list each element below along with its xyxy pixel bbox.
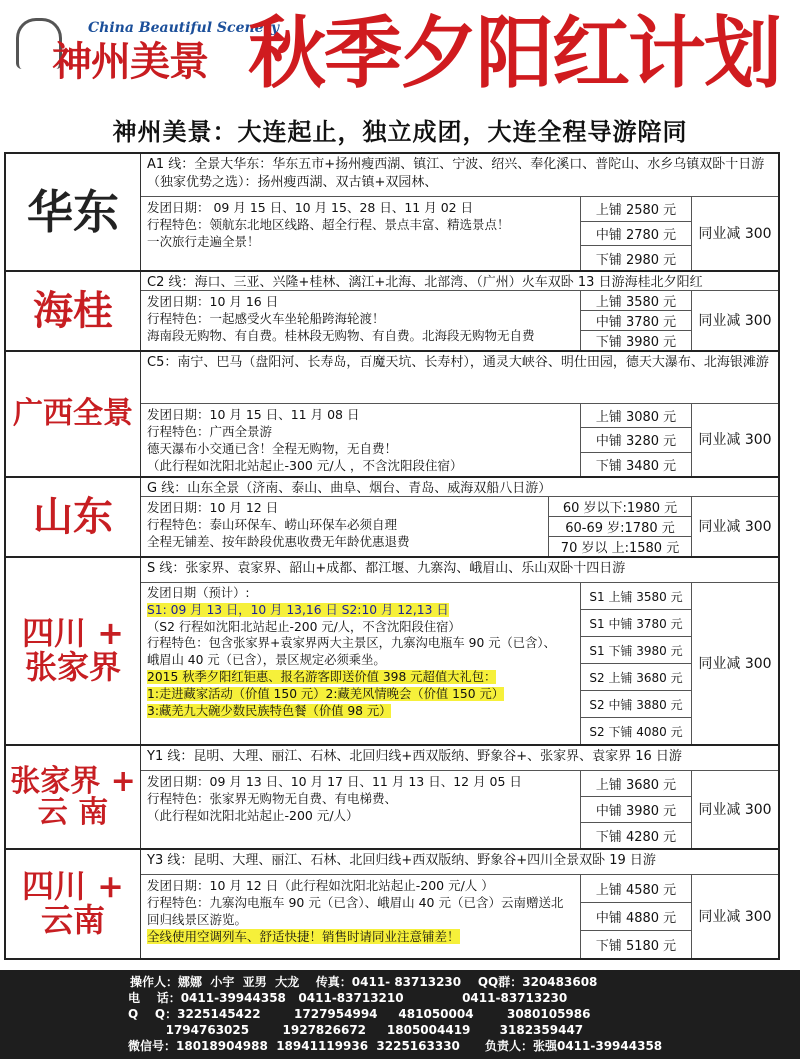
route-line: 行程特色：一起感受火车坐轮船跨海轮渡！ — [147, 311, 385, 326]
price-cell: 下铺 4280 元 — [595, 830, 677, 845]
routes-table — [4, 152, 780, 960]
route-label: 华东 — [6, 154, 141, 270]
route-details — [141, 583, 580, 744]
route-label: 海桂 — [6, 272, 141, 350]
price-cell: S2 中铺 3880 元 — [581, 691, 691, 718]
price-cell: 中铺 3280 元 — [581, 428, 691, 452]
price-column — [580, 291, 691, 350]
route-details — [141, 404, 580, 476]
route-line: （S2 行程如沈阳北站起止-200 元/人，不含沈阳段住宿） — [147, 619, 461, 634]
price-column — [580, 197, 691, 270]
price-column — [580, 404, 691, 476]
peer-discount: 同业减 300 — [691, 404, 778, 476]
route-label: 四川 + 云南 — [6, 850, 141, 958]
footer-operators: 操作人：娜娜 小宇 亚男 大龙 传真：0411- 83713230 QQ群：320483608 — [130, 975, 598, 989]
route-title: S 线：张家界、袁家界、韶山+成都、都江堰、九寨沟、峨眉山、乐山双卧十四日游 — [141, 558, 778, 583]
price-cell: 中铺 2780 元 — [581, 222, 691, 247]
peer-discount: 同业减 300 — [691, 771, 778, 848]
price-cell: S1 中铺 3780 元 — [581, 610, 691, 637]
route-title: G 线：山东全景（济南、泰山、曲阜、烟台、青岛、威海双船八日游） — [141, 478, 778, 497]
route-line: 发团日期：10 月 12 日（此行程如沈阳北站起止-200 元/人 ） — [147, 878, 494, 893]
page-subtitle: 神州美景：大连起止，独立成团，大连全程导游陪同 — [112, 118, 688, 146]
price-cell: 下铺 2980 元 — [595, 252, 677, 268]
peer-discount: 同业减 300 — [691, 291, 778, 350]
price-cell: S2 上铺 3680 元 — [581, 664, 691, 691]
route-label: 张家界 + 云 南 — [6, 746, 141, 848]
route-line: 发团日期：10 月 16 日 — [147, 294, 279, 309]
promo-highlight: 1:走进藏家活动（价值 150 元）2:藏羌风情晚会（价值 150 元） — [147, 686, 505, 701]
peer-discount: 同业减 300 — [691, 875, 778, 958]
promo-highlight: 2015 秋季夕阳红钜惠、报名游客即送价值 398 元超值大礼包： — [147, 669, 497, 684]
footer-qq: Q Q：3225145422 1727954994 481050004 3080105986 — [128, 1007, 591, 1021]
price-cell: 上铺 2580 元 — [581, 197, 691, 222]
route-line: （此行程如沈阳北站起止-200 元/人） — [147, 808, 359, 823]
price-cell: 下铺 3480 元 — [595, 458, 677, 474]
route-details — [141, 875, 580, 958]
peer-discount: 同业减 300 — [691, 583, 778, 744]
route-line: 海南段无购物、有自费。桂林段无购物、有自费。北海段无购物无自费 — [147, 328, 535, 343]
route-line: 行程特色：包含张家界+袁家界两大主景区，九寨沟电瓶车 90 元（已含）、 — [147, 636, 556, 651]
route-details — [141, 291, 580, 350]
page-title: 秋季夕阳红计划 — [248, 9, 781, 99]
route-row-huadong — [6, 152, 778, 270]
route-line: 行程特色：九寨沟电瓶车 90 元（已含）、峨眉山 40 元（已含）云南赠送北回归线景区游览。 — [147, 895, 564, 927]
peer-discount: 同业减 300 — [691, 497, 778, 556]
route-line: 行程特色：泰山环保车、崂山环保车必须自理 — [147, 517, 398, 532]
price-cell: S2 下铺 4080 元 — [589, 724, 683, 739]
route-line: 一次旅行走遍全景！ — [147, 234, 260, 249]
price-cell: 60 岁以下:1980 元 — [549, 497, 691, 517]
route-label: 广西全景 — [6, 352, 141, 476]
route-title: A1 线：全景大华东：华东五市+扬州瘦西湖、镇江、宁波、绍兴、奉化溪口、普陀山、水乡乌镇双卧十日游（独家优势之选）：扬州瘦西湖、双古镇+双园林、 — [141, 154, 778, 197]
price-cell: 上铺 3680 元 — [581, 771, 691, 797]
route-line: 发团日期： 09 月 15 日、10 月 15、28 日、11 月 02 日 — [147, 200, 474, 215]
route-line: 行程特色：广西全景游 — [147, 424, 273, 439]
route-line — [147, 686, 574, 703]
price-cell: 中铺 4880 元 — [581, 903, 691, 931]
route-line: 行程特色：领航东北地区线路、超全行程、景点丰富、精选景点！ — [147, 217, 510, 232]
route-line: 峨眉山 40 元（已含），景区规定必须乘坐。 — [147, 653, 386, 668]
price-cell: 上铺 4580 元 — [581, 875, 691, 903]
brand-english-name: China Beautiful Scenery — [88, 20, 280, 36]
price-column — [580, 771, 691, 848]
route-row-sichuan-yunnan — [6, 848, 778, 960]
route-row-zhangjiajie-yunnan — [6, 744, 778, 848]
brand-chinese-name: 神州美景 — [52, 39, 208, 85]
price-cell: 中铺 3780 元 — [581, 311, 691, 331]
route-title: C2 线：海口、三亚、兴隆+桂林、漓江+北海、北部湾、（广州）火车双卧 13 日游海桂北夕阳红 — [141, 272, 778, 291]
price-cell: 60-69 岁:1780 元 — [549, 517, 691, 537]
departure-highlight: S1: 09 月 13 日，10 月 13,16 日 S2:10 月 12,13 日 — [147, 602, 449, 617]
route-line: 发团日期：09 月 13 日、10 月 17 日、11 月 13 日、12 月 05 日 — [147, 774, 522, 789]
route-row-sichuan-zhangjiajie — [6, 556, 778, 744]
route-title: C5：南宁、巴马（盘阳河、长寿岛，百魔天坑、长寿村），通灵大峡谷、明仕田园，德天大瀑布、北海银滩游 — [141, 352, 778, 404]
price-cell: 下铺 5180 元 — [595, 939, 677, 954]
price-cell: S1 上铺 3580 元 — [581, 583, 691, 610]
route-line — [147, 669, 574, 686]
peer-discount: 同业减 300 — [691, 197, 778, 270]
route-line: （此行程如沈阳北站起止-300 元/人 ，不含沈阳段住宿） — [147, 458, 463, 473]
route-label: 山东 — [6, 478, 141, 556]
route-line: 发团日期（预计）: — [147, 586, 250, 600]
footer-phone: 电 话：0411-39944358 0411-83713210 0411-83713230 — [128, 991, 568, 1005]
route-line: 德天瀑布小交通已含！全程无购物，无自费！ — [147, 441, 398, 456]
route-line: 全程无铺差、按年龄段优惠收费无年龄优惠退费 — [147, 534, 410, 549]
route-line — [147, 703, 574, 720]
price-column — [548, 497, 691, 556]
route-line — [147, 602, 574, 619]
footer-wechat: 微信号：18018904988 18941119936 3225163330 负责人：张强0411-39944358 — [128, 1039, 663, 1053]
route-title: Y1 线：昆明、大理、丽江、石林、北回归线+西双版纳、野象谷+、张家界、袁家界 16 日游 — [141, 746, 778, 771]
route-row-shandong — [6, 476, 778, 556]
route-row-guangxi — [6, 350, 778, 476]
footer-qq-2: 1794763025 1927826672 1805004419 3182359447 — [128, 1023, 584, 1037]
promo-highlight: 3:藏羌九大碗少数民族特色餐（价值 98 元） — [147, 703, 392, 718]
price-cell: 下铺 3980 元 — [595, 335, 677, 350]
header — [0, 0, 800, 108]
price-cell: 中铺 3980 元 — [581, 797, 691, 823]
route-line: 发团日期：10 月 12 日 — [147, 500, 279, 515]
route-line — [147, 928, 574, 945]
price-cell: 上铺 3580 元 — [581, 291, 691, 311]
route-row-haigui — [6, 270, 778, 350]
route-line: 发团日期：10 月 15 日、11 月 08 日 — [147, 407, 360, 422]
price-column — [580, 875, 691, 958]
contact-footer — [0, 970, 800, 1059]
price-cell: S1 下铺 3980 元 — [581, 637, 691, 664]
route-details — [141, 497, 548, 556]
route-title: Y3 线：昆明、大理、丽江、石林、北回归线+西双版纳、野象谷+四川全景双卧 19 日游 — [141, 850, 778, 875]
route-label: 四川 + 张家界 — [6, 558, 141, 744]
price-cell: 70 岁以 上:1580 元 — [560, 541, 680, 556]
price-column — [580, 583, 691, 744]
route-details — [141, 197, 580, 270]
route-line: 行程特色：张家界无购物无自费、有电梯费、 — [147, 791, 398, 806]
promo-highlight: 全线使用空调列车、舒适快捷！销售时请同业注意铺差！ — [147, 929, 460, 944]
route-details — [141, 771, 580, 848]
price-cell: 上铺 3080 元 — [581, 404, 691, 428]
